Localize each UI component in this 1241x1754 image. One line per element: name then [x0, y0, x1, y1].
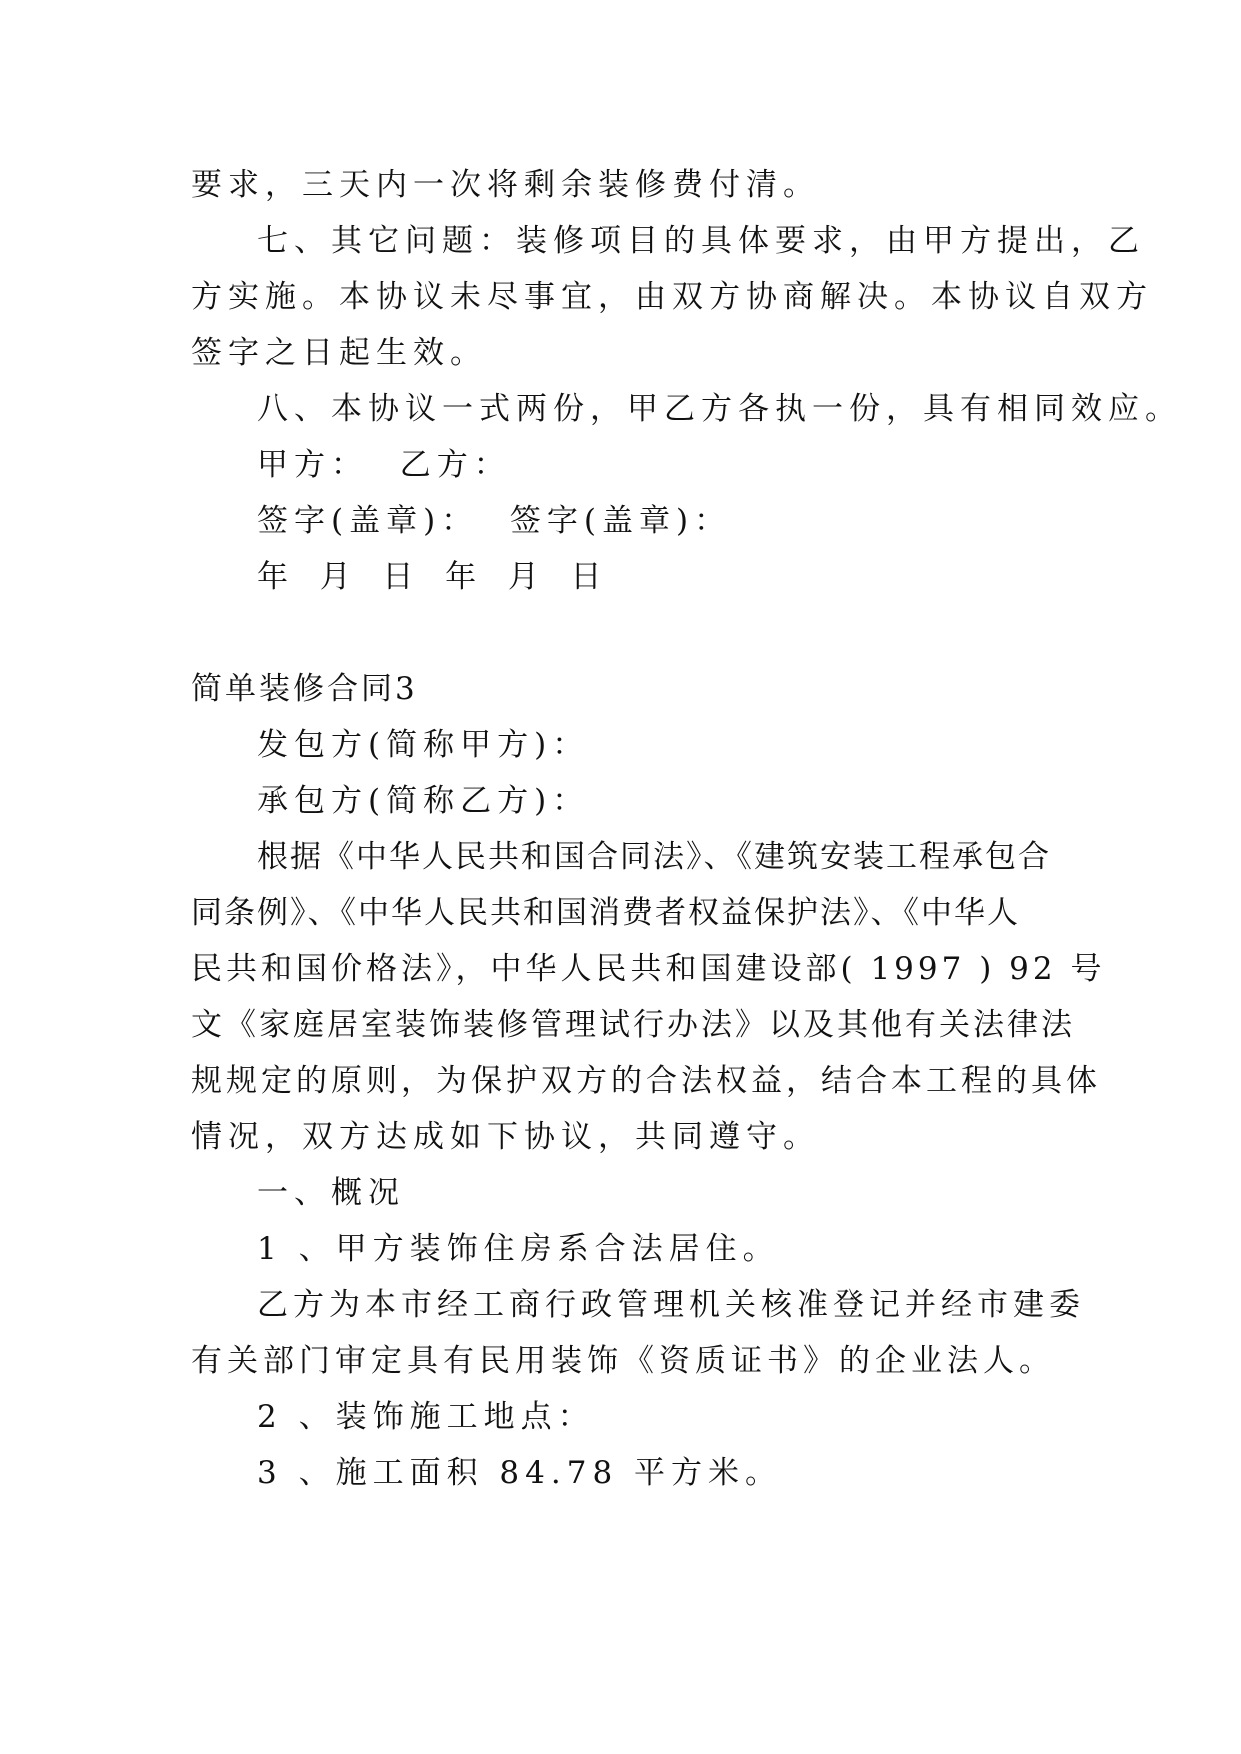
contractor-qualification-line-2: 有关部门审定具有民用装饰《资质证书》的企业法人。 [191, 1343, 1055, 1379]
clause-eight: 八、本协议一式两份，甲乙方各执一份，具有相同效应。 [257, 391, 1182, 427]
employer-label: 发包方(简称甲方)： [257, 727, 590, 763]
basis-paragraph-line-1: 根据《中华人民共和国合同法》、《建筑安装工程承包合 [257, 839, 1051, 875]
date-labels: 年 月 日 年 月 日 [257, 559, 606, 595]
basis-paragraph-line-3: 民共和国价格法》，中华人民共和国建设部( 1997 ) 92 号 [191, 951, 1106, 987]
contract-title: 简单装修合同3 [191, 671, 418, 707]
basis-paragraph-line-6: 情况，双方达成如下协议，共同遵守。 [191, 1119, 820, 1155]
clause-seven-line-1: 七、其它问题：装修项目的具体要求，由甲方提出，乙 [257, 223, 1145, 259]
basis-paragraph-line-4: 文《家庭居室装饰装修管理试行办法》以及其他有关法律法 [191, 1007, 1075, 1043]
contractor-label: 承包方(简称乙方)： [257, 783, 590, 819]
payment-clause-end: 要求，三天内一次将剩余装修费付清。 [191, 167, 820, 203]
basis-paragraph-line-5: 规规定的原则，为保护双方的合法权益，结合本工程的具体 [191, 1063, 1101, 1099]
item-one: 1 、甲方装饰住房系合法居住。 [257, 1231, 780, 1267]
clause-seven-line-3: 签字之日起生效。 [191, 335, 487, 371]
clause-seven-line-2: 方实施。本协议未尽事宜，由双方协商解决。本协议自双方 [191, 279, 1153, 315]
section-overview: 一、概况 [257, 1175, 405, 1211]
signature-labels: 签字(盖章)： 签字(盖章)： [257, 503, 732, 539]
item-two: 2 、装饰施工地点： [257, 1399, 595, 1435]
item-three: 3 、施工面积 84.78 平方米。 [257, 1455, 783, 1491]
contractor-qualification-line-1: 乙方为本市经工商行政管理机关核准登记并经市建委 [257, 1287, 1085, 1323]
party-labels: 甲方： 乙方： [257, 447, 511, 483]
basis-paragraph-line-2: 同条例》、《中华人民共和国消费者权益保护法》、《中华人 [191, 895, 1020, 931]
